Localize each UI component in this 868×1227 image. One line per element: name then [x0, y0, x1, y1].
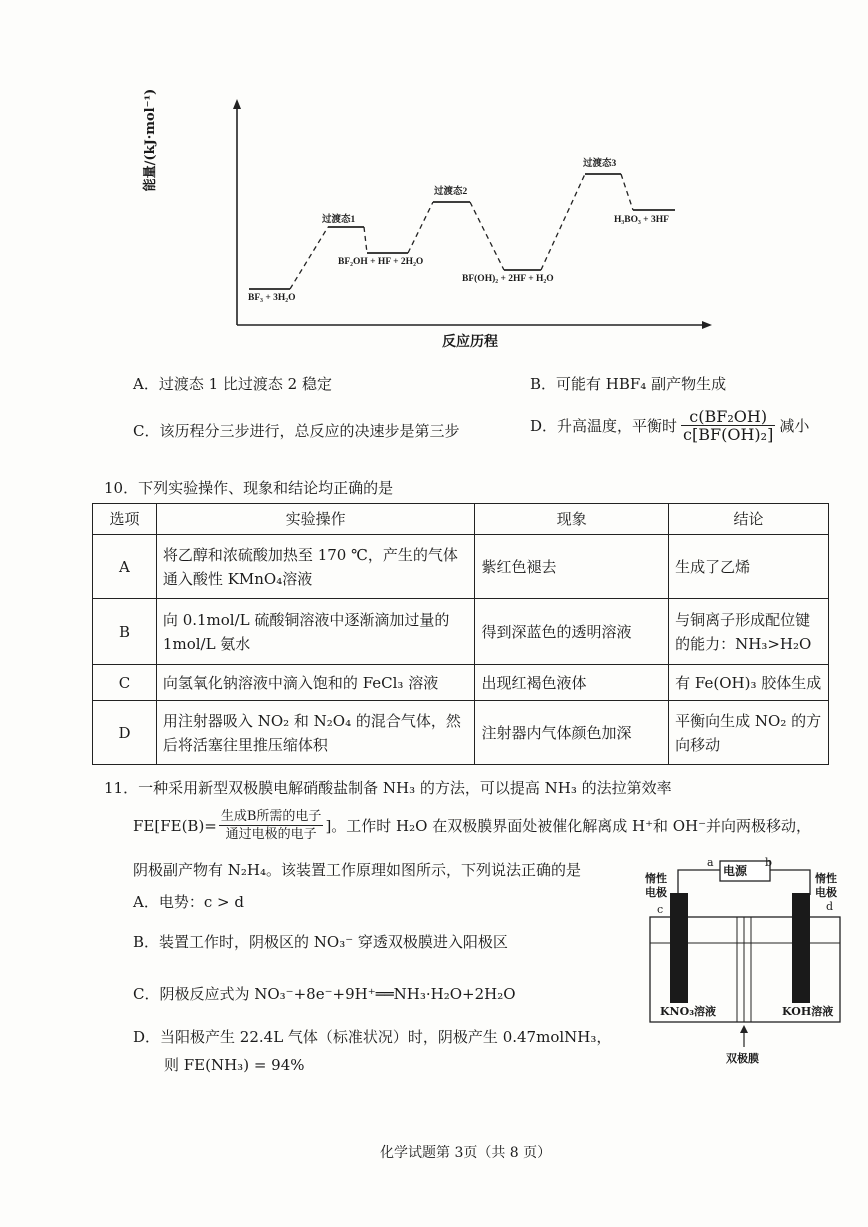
row-conclusion: 平衡向生成 NO₂ 的方向移动 — [669, 701, 829, 765]
row-option: A — [93, 535, 157, 599]
q11-option-a: A．电势：c > d — [133, 893, 244, 911]
q9-option-d-fraction — [681, 408, 775, 443]
q11-stem-line1: 11．一种采用新型双极膜电解硝酸盐制备 NH₃ 的方法，可以提高 NH₃ 的法拉第效率 — [104, 779, 672, 797]
q9-option-d — [530, 408, 809, 443]
table-row — [93, 701, 829, 765]
header-conclusion: 结论 — [669, 504, 829, 535]
row-phenomenon: 注射器内气体颜色加深 — [475, 701, 669, 765]
state-label-ts2: 过渡态2 — [434, 187, 468, 197]
x-axis-label: 反应历程 — [442, 334, 498, 350]
state-label-products: H₃BO₃ + 3HF — [614, 215, 669, 225]
experiment-table — [92, 503, 829, 765]
q9-option-d-numerator: c(BF₂OH) — [681, 408, 775, 426]
q9-option-d-prefix: D．升高温度，平衡时 — [530, 416, 678, 435]
row-operation: 用注射器吸入 NO₂ 和 N₂O₄ 的混合气体，然后将活塞往里推压缩体积 — [156, 701, 475, 765]
table-row — [93, 535, 829, 599]
row-option: D — [93, 701, 157, 765]
right-electrode-letter: d — [826, 900, 834, 913]
q11-option-d-line1: D．当阳极产生 22.4L 气体（标准状况）时，阴极产生 0.47molNH₃， — [133, 1028, 612, 1046]
fe-numerator: 生成B所需的电子 — [220, 809, 322, 824]
row-conclusion: 有 Fe(OH)₃ 胶体生成 — [669, 665, 829, 701]
row-conclusion: 生成了乙烯 — [669, 535, 829, 599]
energy-diagram — [200, 95, 720, 355]
state-label-ts1: 过渡态1 — [322, 215, 356, 225]
row-option: B — [93, 599, 157, 665]
right-electrode-label: 惰性电极 — [815, 872, 837, 899]
q9-option-d-denominator: c[BF(OH)₂] — [683, 425, 774, 444]
table-header-row — [93, 504, 829, 535]
q9-option-b: B．可能有 HBF₄ 副产物生成 — [530, 375, 727, 393]
header-operation: 实验操作 — [156, 504, 475, 535]
left-electrode-letter: c — [657, 903, 664, 916]
y-axis-label: 能量/(kJ·mol⁻¹) — [143, 88, 158, 192]
row-conclusion: 与铜离子形成配位键的能力：NH₃>H₂O — [669, 599, 829, 665]
row-option: C — [93, 665, 157, 701]
q11-option-c: C．阴极反应式为 NO₃⁻+8e⁻+9H⁺══NH₃·H₂O+2H₂O — [133, 985, 516, 1003]
row-operation: 向 0.1mol/L 硫酸铜溶液中逐渐滴加过量的 1mol/L 氨水 — [156, 599, 475, 665]
row-operation: 将乙醇和浓硫酸加热至 170 ℃，产生的气体通入酸性 KMnO₄溶液 — [156, 535, 475, 599]
row-operation: 向氢氧化钠溶液中滴入饱和的 FeCl₃ 溶液 — [156, 665, 475, 701]
q10-stem: 10．下列实验操作、现象和结论均正确的是 — [104, 479, 394, 497]
membrane-label: 双极膜 — [726, 1052, 759, 1065]
right-solution-label: KOH溶液 — [782, 1005, 834, 1018]
row-phenomenon: 出现红褐色液体 — [475, 665, 669, 701]
table-row — [93, 599, 829, 665]
fe-denominator: 通过电极的电子 — [225, 827, 317, 842]
q9-option-a: A．过渡态 1 比过渡态 2 稳定 — [133, 375, 332, 393]
q9-option-c: C．该历程分三步进行，总反应的决速步是第三步 — [133, 422, 460, 440]
power-source-label: 电源 — [723, 864, 748, 878]
fe-suffix: ]。工作时 H₂O 在双极膜界面处被催化解离成 H⁺和 OH⁻并向两极移动， — [325, 816, 812, 835]
terminal-a-label: a — [707, 856, 714, 869]
row-phenomenon: 紫红色褪去 — [475, 535, 669, 599]
page-footer: 化学试题第 3页（共 8 页） — [380, 1145, 552, 1161]
q9-option-d-suffix: 减小 — [779, 416, 810, 435]
left-solution-label: KNO₃溶液 — [660, 1005, 717, 1018]
header-phenomenon: 现象 — [475, 504, 669, 535]
header-option: 选项 — [93, 504, 157, 535]
left-electrode-label: 惰性电极 — [645, 872, 667, 899]
state-label-intermediate2: BF(OH)₂ + 2HF + H₂O — [462, 274, 554, 284]
row-phenomenon: 得到深蓝色的透明溶液 — [475, 599, 669, 665]
q11-stem-line2 — [133, 808, 811, 843]
fe-fraction — [219, 808, 324, 843]
table-row — [93, 665, 829, 701]
state-label-reactants: BF₃ + 3H₂O — [248, 293, 296, 303]
q11-stem-line3: 阴极副产物有 N₂H₄。该装置工作原理如图所示，下列说法正确的是 — [133, 861, 582, 879]
q11-option-b: B．装置工作时，阴极区的 NO₃⁻ 穿透双极膜进入阳极区 — [133, 933, 508, 951]
fe-prefix: FE[FE(B)= — [133, 816, 217, 835]
state-label-intermediate1: BF₂OH + HF + 2H₂O — [338, 257, 424, 267]
q11-option-d-line2: 则 FE(NH₃) = 94% — [164, 1056, 305, 1074]
terminal-b-label: b — [765, 856, 773, 869]
state-label-ts3: 过渡态3 — [583, 159, 617, 169]
